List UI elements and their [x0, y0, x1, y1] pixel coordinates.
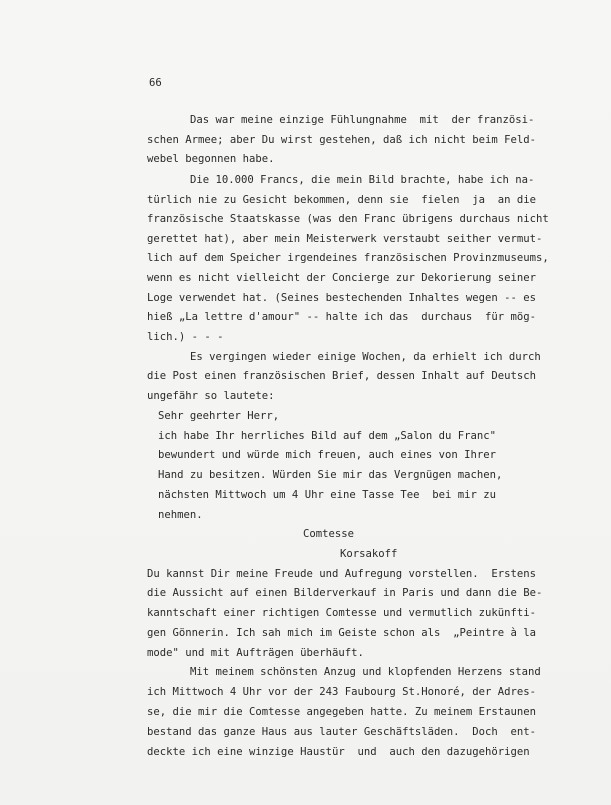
text-line: ich Mittwoch 4 Uhr vor der 243 Faubourg St.Honoré, der Adres- [147, 686, 537, 698]
text-line: Loge verwendet hat. (Seines bestechenden Inhaltes wegen -- es [147, 292, 537, 304]
text-line: hieß „La lettre d'amour" -- halte ich das durchaus für mög- [147, 311, 537, 323]
text-line: ungefähr so lautete: [147, 390, 275, 402]
text-line: se, die mir die Comtesse angegeben hatte. Zu meinem Erstaunen [147, 706, 537, 718]
text-line: Es vergingen wieder einige Wochen, da erhielt ich durch [190, 351, 541, 363]
text-line: gerettet hat), aber mein Meisterwerk verstaubt seither vermut- [147, 233, 543, 245]
text-line: Mit meinem schönsten Anzug und klopfenden Herzens stand [190, 666, 541, 678]
text-line: lich.) - - - [147, 331, 224, 343]
text-line: Korsakoff [340, 548, 398, 560]
text-line: lich auf dem Speicher irgendeines französischen Provinzmuseums, [147, 252, 549, 264]
text-line: Comtesse [303, 528, 355, 540]
text-line: die Post einen französischen Brief, dessen Inhalt auf Deutsch [147, 370, 537, 382]
text-line: wenn es nicht vielleicht der Concierge zur Dekorierung seiner [147, 272, 537, 284]
text-line: bewundert und würde mich freuen, auch eines von Ihrer [158, 449, 497, 461]
text-line: deckte ich eine winzige Haustür und auch den dazugehörigen [147, 746, 530, 758]
text-line: Hand zu besitzen. Würden Sie mir das Vergnügen machen, [158, 469, 503, 481]
text-line: türlich nie zu Gesicht bekommen, denn sie fielen ja an die [147, 194, 537, 206]
text-line: nehmen. [158, 509, 203, 521]
text-line: nächsten Mittwoch um 4 Uhr eine Tasse Tee bei mir zu [158, 489, 497, 501]
text-line: französische Staatskasse (was den Franc übrigens durchaus nicht [147, 213, 549, 225]
text-line: kanntschaft einer richtigen Comtesse und vermutlich zukünfti- [147, 607, 537, 619]
text-line: ich habe Ihr herrliches Bild auf dem „Salon du Franc" [158, 430, 497, 442]
text-line: gen Gönnerin. Ich sah mich im Geiste schon als „Peintre à la [147, 627, 537, 639]
text-line: Du kannst Dir meine Freude und Aufregung vorstellen. Erstens [147, 568, 537, 580]
text-line: die Aussicht auf einen Bilderverkauf in Paris und dann die Be- [147, 587, 543, 599]
page-number: 66 [149, 77, 162, 89]
text-line: Das war meine einzige Fühlungnahme mit der französi- [190, 114, 535, 126]
text-line: Die 10.000 Francs, die mein Bild brachte, habe ich na- [190, 174, 535, 186]
text-line: webel begonnen habe. [147, 153, 275, 165]
text-line: Sehr geehrter Herr, [158, 410, 280, 422]
text-line: bestand das ganze Haus aus lauter Geschäftsläden. Doch ent- [147, 726, 537, 738]
text-line: mode" und mit Aufträgen überhäuft. [147, 647, 364, 659]
text-line: schen Armee; aber Du wirst gestehen, daß ich nicht beim Feld- [147, 134, 537, 146]
